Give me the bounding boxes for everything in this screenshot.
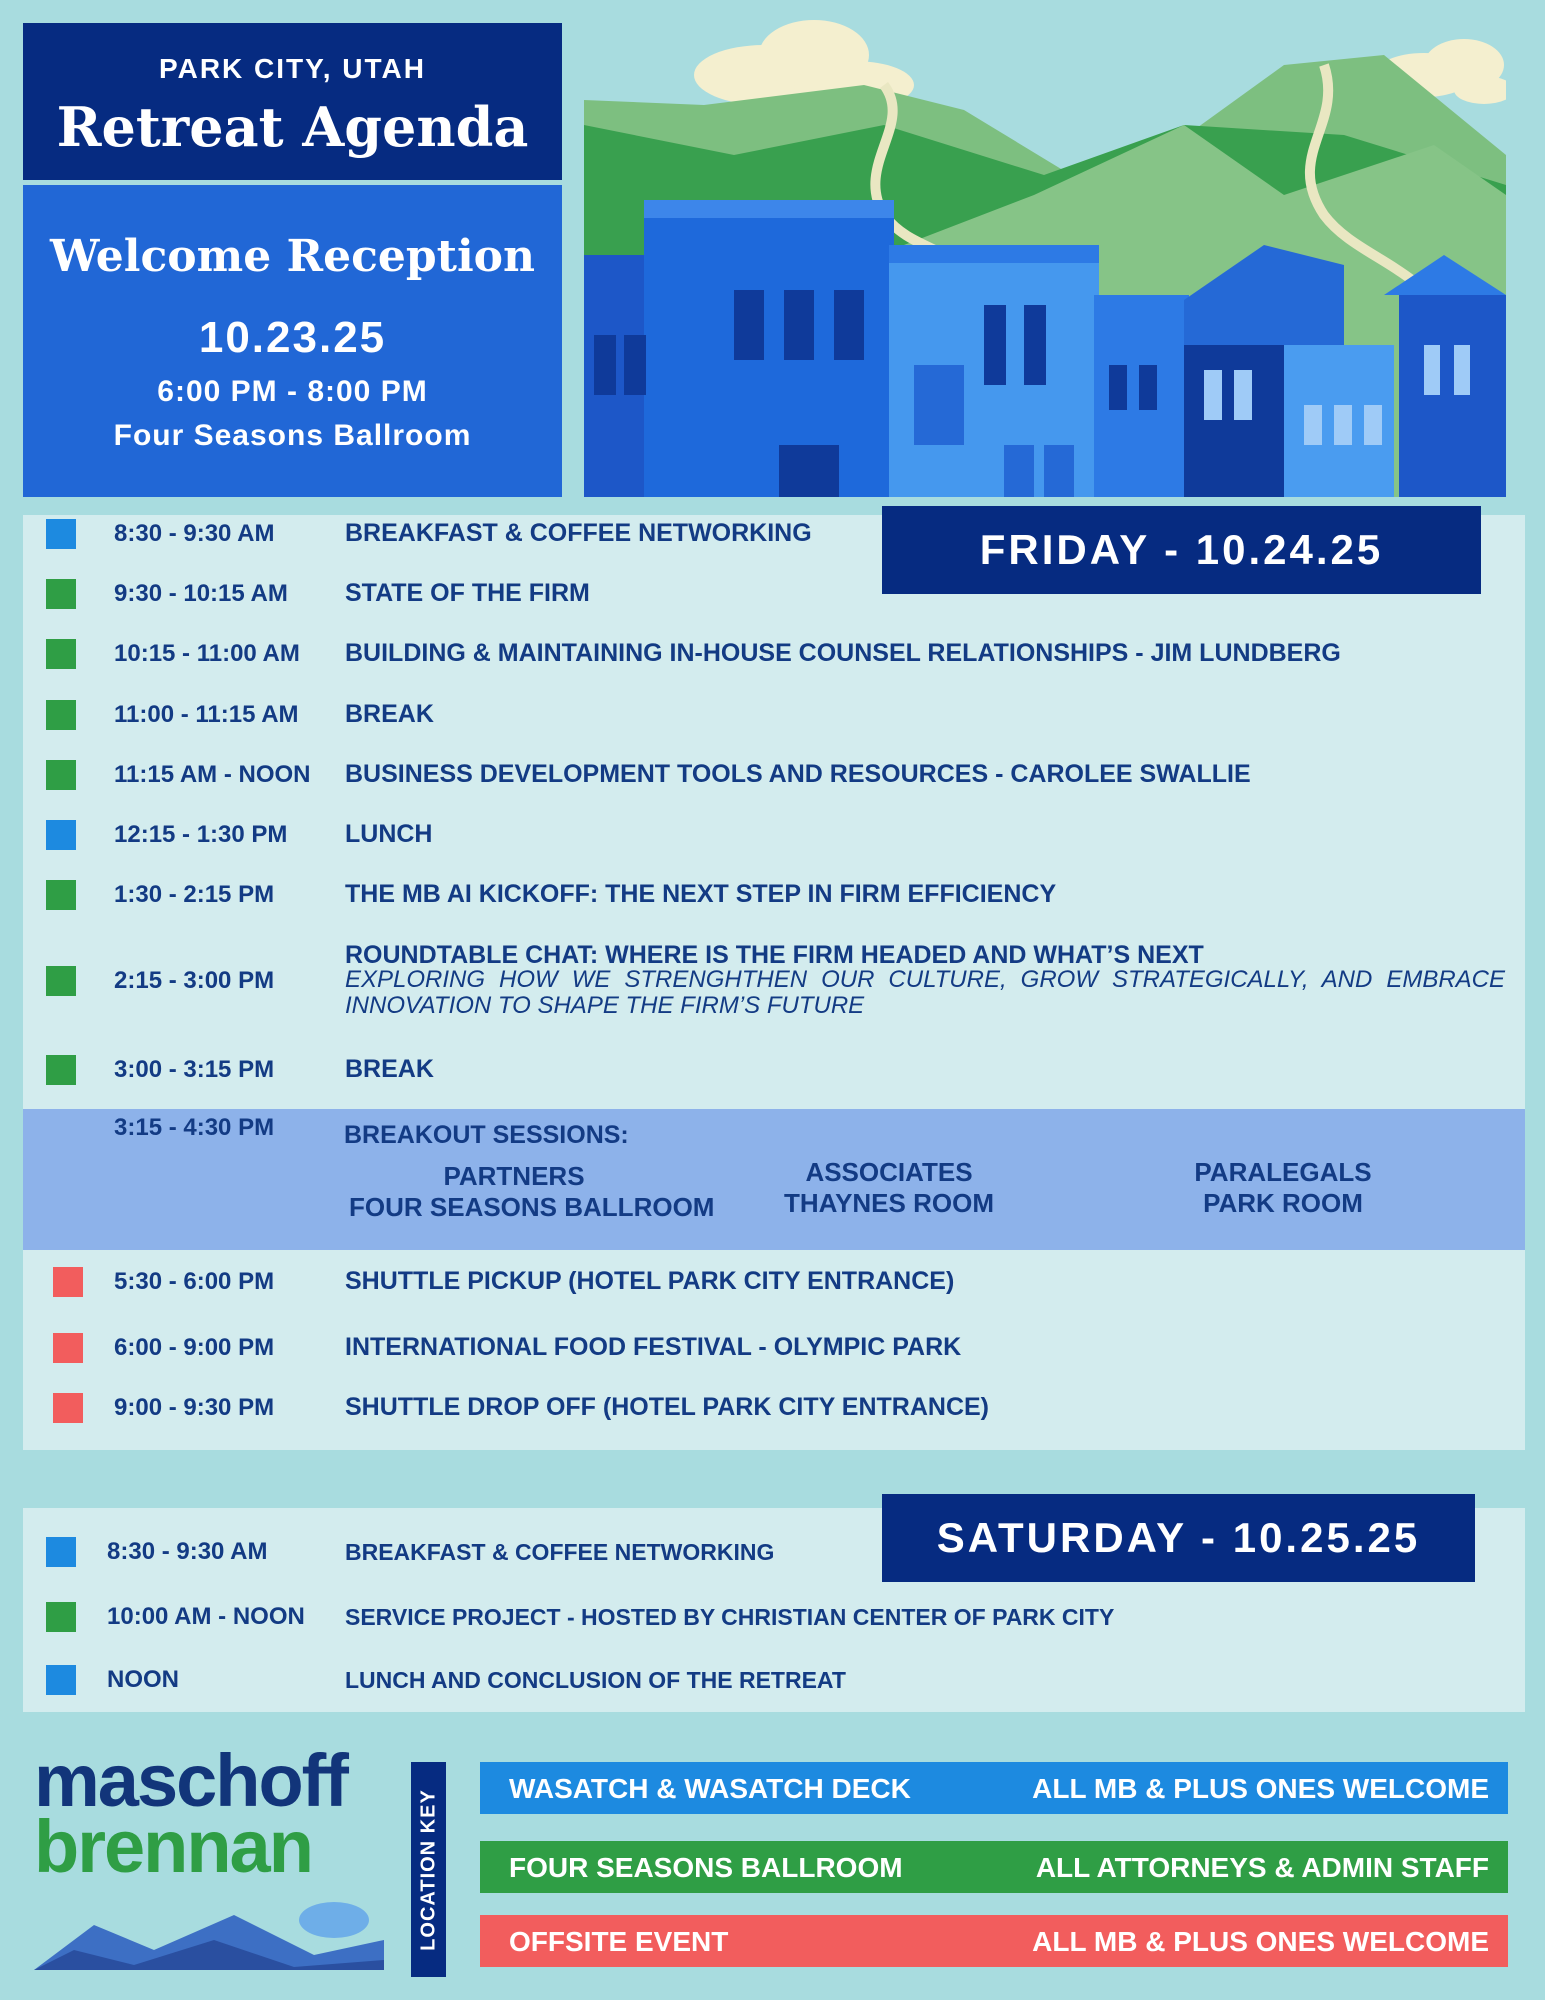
session-title: BUILDING & MAINTAINING IN-HOUSE COUNSEL RELATIONSHIPS - JIM LUNDBERG: [345, 639, 1341, 667]
session-title: BREAKFAST & COFFEE NETWORKING: [345, 1539, 775, 1565]
location-key-audience: ALL MB & PLUS ONES WELCOME: [1032, 1773, 1489, 1804]
session-time: 3:00 - 3:15 PM: [114, 1056, 275, 1083]
green-location-marker: [46, 639, 76, 669]
blue-location-marker: [46, 820, 76, 850]
green-location-marker: [46, 760, 76, 790]
location-key-entry: [480, 1762, 1508, 1814]
session-title: BREAK: [345, 700, 434, 728]
session-title: THE MB AI KICKOFF: THE NEXT STEP IN FIRM EFFICIENCY: [345, 880, 1057, 908]
breakout-group-room: PARK ROOM: [1203, 1188, 1363, 1218]
session-time: NOON: [107, 1666, 179, 1693]
location-key-entry: [480, 1915, 1508, 1967]
session-title: INTERNATIONAL FOOD FESTIVAL - OLYMPIC PARK: [345, 1333, 962, 1361]
session-time: 2:15 - 3:00 PM: [114, 967, 275, 994]
session-time: 10:00 AM - NOON: [107, 1603, 305, 1630]
breakout-sessions: [23, 1109, 1525, 1250]
session-time: 11:00 - 11:15 AM: [114, 701, 299, 728]
welcome-time: 6:00 PM - 8:00 PM: [157, 375, 428, 408]
session-time: 8:30 - 9:30 AM: [114, 520, 275, 547]
blue-location-marker: [46, 1537, 76, 1567]
session-title: SERVICE PROJECT - HOSTED BY CHRISTIAN CENTER OF PARK CITY: [345, 1604, 1115, 1630]
session-title: BREAKFAST & COFFEE NETWORKING: [345, 519, 812, 547]
welcome-place: Four Seasons Ballroom: [113, 419, 472, 452]
breakout-partners: [349, 1161, 715, 1223]
location-key-entry: [480, 1841, 1508, 1893]
welcome-reception-block: [23, 185, 562, 497]
breakout-group-room: FOUR SEASONS BALLROOM: [349, 1192, 715, 1222]
red-location-marker: [53, 1267, 83, 1297]
session-title: SHUTTLE PICKUP (HOTEL PARK CITY ENTRANCE): [345, 1267, 955, 1295]
green-location-marker: [46, 1055, 76, 1085]
blue-location-marker: [46, 519, 76, 549]
logo-mountains-icon: [34, 1895, 384, 1970]
breakout-group-room: THAYNES ROOM: [784, 1188, 994, 1218]
welcome-title: Welcome Reception: [49, 231, 536, 282]
location-label: PARK CITY, UTAH: [159, 53, 426, 84]
green-location-marker: [46, 880, 76, 910]
friday-heading: FRIDAY - 10.24.25: [882, 506, 1481, 594]
logo-maschoff: maschoff: [34, 1739, 347, 1822]
red-location-marker: [53, 1393, 83, 1423]
session-time: 6:00 - 9:00 PM: [114, 1334, 275, 1361]
saturday-heading: SATURDAY - 10.25.25: [882, 1494, 1475, 1582]
session-time: 5:30 - 6:00 PM: [114, 1268, 275, 1295]
logo-brennan: brennan: [34, 1805, 312, 1888]
park-city-illustration: [584, 15, 1506, 497]
page-title: Retreat Agenda: [56, 95, 529, 159]
session-description: EXPLORING HOW WE STRENGHTHEN OUR CULTURE, GROW STRATEGICALLY, AND EMBRACE INNOVATION TO SHAPE THE FIRM’S FUTURE: [345, 966, 1505, 1019]
breakout-group-name: PARALEGALS: [1194, 1157, 1372, 1187]
breakout-paralegals: [1173, 1157, 1393, 1219]
breakout-group-name: PARTNERS: [443, 1161, 585, 1191]
session-time: 12:15 - 1:30 PM: [114, 821, 288, 848]
session-title: STATE OF THE FIRM: [345, 579, 590, 607]
red-location-marker: [53, 1333, 83, 1363]
session-title: LUNCH AND CONCLUSION OF THE RETREAT: [345, 1667, 846, 1693]
location-key-location: FOUR SEASONS BALLROOM: [509, 1852, 903, 1883]
session-title: SHUTTLE DROP OFF (HOTEL PARK CITY ENTRANCE): [345, 1393, 989, 1421]
green-location-marker: [46, 700, 76, 730]
session-title: LUNCH: [345, 820, 433, 848]
session-time: 9:30 - 10:15 AM: [114, 580, 288, 607]
location-key-label: LOCATION KEY: [411, 1762, 446, 1977]
session-title: BREAK: [345, 1055, 434, 1083]
session-time: 10:15 - 11:00 AM: [114, 640, 300, 667]
title-block: [23, 23, 562, 180]
breakout-title: BREAKOUT SESSIONS:: [344, 1121, 629, 1149]
welcome-date: 10.23.25: [198, 313, 387, 362]
breakout-associates: [759, 1157, 1019, 1219]
blue-location-marker: [46, 1665, 76, 1695]
session-title: ROUNDTABLE CHAT: WHERE IS THE FIRM HEADED AND WHAT’S NEXT: [345, 941, 1204, 969]
location-key-audience: ALL ATTORNEYS & ADMIN STAFF: [1035, 1852, 1489, 1883]
session-time: 11:15 AM - NOON: [114, 761, 311, 788]
session-time: 9:00 - 9:30 PM: [114, 1394, 275, 1421]
green-location-marker: [46, 1602, 76, 1632]
session-title: BUSINESS DEVELOPMENT TOOLS AND RESOURCES - CAROLEE SWALLIE: [345, 760, 1251, 788]
green-location-marker: [46, 579, 76, 609]
session-time: 1:30 - 2:15 PM: [114, 881, 275, 908]
location-key-location: WASATCH & WASATCH DECK: [509, 1773, 911, 1804]
location-key-audience: ALL MB & PLUS ONES WELCOME: [1032, 1926, 1489, 1957]
location-key-location: OFFSITE EVENT: [509, 1926, 729, 1957]
breakout-group-name: ASSOCIATES: [805, 1157, 973, 1187]
breakout-time: 3:15 - 4:30 PM: [114, 1114, 275, 1141]
session-time: 8:30 - 9:30 AM: [107, 1538, 268, 1565]
green-location-marker: [46, 966, 76, 996]
